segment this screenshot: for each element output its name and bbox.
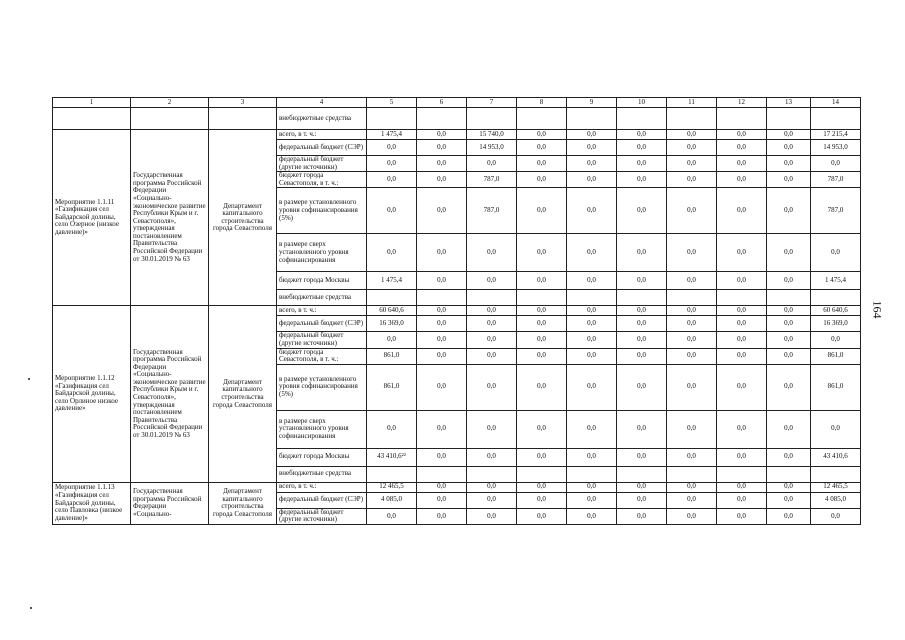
funding-source-cell: федеральный бюджет (СЭР) (277, 492, 367, 508)
amount-cell: 0,0 (417, 492, 467, 508)
amount-cell: 0,0 (467, 316, 517, 332)
funding-source-cell: внебюджетные средства (277, 466, 367, 482)
page-number: 164 (870, 300, 885, 319)
amount-cell: 1 475,4 (367, 130, 417, 140)
amount-cell: 0,0 (717, 448, 767, 466)
column-number-header: 12 (717, 98, 767, 108)
amount-cell: 0,0 (567, 332, 617, 348)
amount-cell: 14 953,0 (467, 140, 517, 156)
amount-cell: 0,0 (811, 410, 861, 448)
amount-cell: 0,0 (617, 332, 667, 348)
amount-cell: 861,0 (811, 348, 861, 364)
amount-cell: 0,0 (767, 364, 811, 410)
column-number-header: 13 (767, 98, 811, 108)
amount-cell: 0,0 (667, 188, 717, 234)
amount-cell: 0,0 (667, 306, 717, 316)
amount-cell: 0,0 (417, 410, 467, 448)
amount-cell: 0,0 (767, 172, 811, 188)
amount-cell: 0,0 (517, 130, 567, 140)
amount-cell: 0,0 (567, 172, 617, 188)
column-number-header: 3 (209, 98, 277, 108)
event-name-cell: Мероприятие 1.1.13 «Газификация сел Байдарской долины, село Павловка (низкое давление)» (53, 482, 131, 524)
empty-cell (417, 108, 467, 130)
amount-cell: 0,0 (617, 316, 667, 332)
amount-cell: 0,0 (517, 448, 567, 466)
amount-cell: 0,0 (417, 272, 467, 290)
amount-cell (667, 466, 717, 482)
amount-cell: 0,0 (717, 492, 767, 508)
amount-cell: 787,0 (811, 172, 861, 188)
funding-source-cell: всего, в т. ч.: (277, 306, 367, 316)
amount-cell: 0,0 (717, 482, 767, 492)
executor-cell: Департамент капитального строительства города Севастополя (209, 482, 277, 524)
amount-cell: 0,0 (717, 316, 767, 332)
amount-cell (617, 290, 667, 306)
funding-source-cell: бюджет города Москвы (277, 448, 367, 466)
amount-cell: 0,0 (567, 156, 617, 172)
amount-cell: 4 085,0 (367, 492, 417, 508)
amount-cell (717, 466, 767, 482)
amount-cell: 0,0 (667, 156, 717, 172)
amount-cell: 0,0 (567, 448, 617, 466)
amount-cell: 0,0 (617, 234, 667, 272)
amount-cell: 0,0 (617, 272, 667, 290)
column-number-header: 6 (417, 98, 467, 108)
amount-cell: 0,0 (767, 492, 811, 508)
event-name-cell: Мероприятие 1.1.11 «Газификация сел Байдарской долины, село Озерное (низкое давление)» (53, 130, 131, 306)
empty-cell (209, 108, 277, 130)
amount-cell: 0,0 (667, 492, 717, 508)
amount-cell: 17 215,4 (811, 130, 861, 140)
amount-cell: 0,0 (717, 348, 767, 364)
empty-cell (517, 108, 567, 130)
amount-cell: 0,0 (517, 140, 567, 156)
amount-cell: 0,0 (717, 140, 767, 156)
funding-source-cell: бюджет города Севастополя, в т. ч.: (277, 348, 367, 364)
amount-cell: 861,0 (811, 364, 861, 410)
amount-cell: 1 475,4 (811, 272, 861, 290)
amount-cell: 0,0 (667, 316, 717, 332)
amount-cell: 4 085,0 (811, 492, 861, 508)
amount-cell: 0,0 (767, 140, 811, 156)
amount-cell (517, 290, 567, 306)
amount-cell: 0,0 (667, 482, 717, 492)
amount-cell: 0,0 (811, 234, 861, 272)
amount-cell: 0,0 (617, 306, 667, 316)
amount-cell: 0,0 (367, 332, 417, 348)
amount-cell (367, 466, 417, 482)
amount-cell (767, 466, 811, 482)
amount-cell: 0,0 (767, 272, 811, 290)
funding-source-cell: внебюджетные средства (277, 108, 367, 130)
amount-cell: 0,0 (767, 508, 811, 524)
table-row (53, 306, 861, 316)
column-number-header: 14 (811, 98, 861, 108)
amount-cell (517, 466, 567, 482)
amount-cell: 0,0 (617, 130, 667, 140)
amount-cell: 0,0 (567, 130, 617, 140)
amount-cell: 0,0 (567, 410, 617, 448)
amount-cell: 0,0 (467, 332, 517, 348)
amount-cell: 0,0 (811, 508, 861, 524)
amount-cell: 0,0 (767, 306, 811, 316)
funding-source-cell: всего, в т. ч.: (277, 130, 367, 140)
empty-cell (811, 108, 861, 130)
column-number-header: 7 (467, 98, 517, 108)
amount-cell: 0,0 (417, 234, 467, 272)
amount-cell: 0,0 (467, 508, 517, 524)
amount-cell: 0,0 (567, 272, 617, 290)
empty-cell (467, 108, 517, 130)
amount-cell: 0,0 (567, 316, 617, 332)
amount-cell: 0,0 (617, 172, 667, 188)
amount-cell: 0,0 (567, 482, 617, 492)
amount-cell: 0,0 (367, 188, 417, 234)
amount-cell: 0,0 (417, 332, 467, 348)
amount-cell: 0,0 (517, 306, 567, 316)
funding-source-cell: федеральный бюджет (СЭР) (277, 140, 367, 156)
amount-cell: 0,0 (567, 306, 617, 316)
program-cell: Государственная программа Российской Федерации «Социально- (131, 482, 209, 524)
amount-cell: 0,0 (767, 316, 811, 332)
amount-cell: 0,0 (567, 234, 617, 272)
amount-cell: 0,0 (467, 348, 517, 364)
amount-cell: 0,0 (717, 130, 767, 140)
column-number-header: 11 (667, 98, 717, 108)
amount-cell: 0,0 (811, 332, 861, 348)
empty-cell (617, 108, 667, 130)
column-number-header: 1 (53, 98, 131, 108)
amount-cell: 0,0 (417, 140, 467, 156)
continuation-row (53, 108, 861, 130)
amount-cell (417, 466, 467, 482)
amount-cell: 0,0 (717, 188, 767, 234)
funding-source-cell: бюджет города Москвы (277, 272, 367, 290)
table-row (53, 482, 861, 492)
amount-cell: 0,0 (717, 172, 767, 188)
amount-cell: 0,0 (717, 272, 767, 290)
amount-cell: 14 953,0 (811, 140, 861, 156)
amount-cell: 0,0 (567, 364, 617, 410)
column-number-header: 4 (277, 98, 367, 108)
amount-cell: 0,0 (717, 156, 767, 172)
amount-cell (667, 290, 717, 306)
amount-cell: 0,0 (767, 448, 811, 466)
amount-cell: 0,0 (517, 234, 567, 272)
amount-cell: 0,0 (717, 410, 767, 448)
amount-cell: 0,0 (417, 156, 467, 172)
amount-cell: 1 475,4 (367, 272, 417, 290)
amount-cell: 0,0 (467, 272, 517, 290)
amount-cell: 16 369,0 (367, 316, 417, 332)
amount-cell: 0,0 (467, 306, 517, 316)
amount-cell: 0,0 (417, 348, 467, 364)
amount-cell: 0,0 (717, 234, 767, 272)
funding-source-cell: федеральный бюджет (СЭР) (277, 316, 367, 332)
column-number-header: 8 (517, 98, 567, 108)
amount-cell: 0,0 (767, 410, 811, 448)
amount-cell (567, 466, 617, 482)
amount-cell: 0,0 (517, 156, 567, 172)
amount-cell: 0,0 (517, 364, 567, 410)
amount-cell: 0,0 (617, 492, 667, 508)
amount-cell: 0,0 (811, 156, 861, 172)
amount-cell: 787,0 (811, 188, 861, 234)
amount-cell: 0,0 (667, 508, 717, 524)
amount-cell: 0,0 (617, 448, 667, 466)
amount-cell: 0,0 (567, 492, 617, 508)
amount-cell: 0,0 (517, 492, 567, 508)
amount-cell: 43 410,6 (811, 448, 861, 466)
amount-cell: 0,0 (617, 156, 667, 172)
amount-cell: 0,0 (417, 508, 467, 524)
amount-cell: 0,0 (417, 172, 467, 188)
scan-speck (30, 607, 32, 609)
amount-cell: 0,0 (517, 172, 567, 188)
amount-cell: 0,0 (767, 130, 811, 140)
column-number-header: 2 (131, 98, 209, 108)
budget-table (52, 97, 861, 525)
event-name-cell: Мероприятие 1.1.12 «Газификация сел Байдарской долины, село Орлиное низкое давление» (53, 306, 131, 482)
amount-cell: 0,0 (567, 140, 617, 156)
amount-cell: 0,0 (367, 156, 417, 172)
amount-cell (567, 290, 617, 306)
column-number-header: 9 (567, 98, 617, 108)
empty-cell (567, 108, 617, 130)
amount-cell: 0,0 (567, 188, 617, 234)
amount-cell: 0,0 (467, 410, 517, 448)
amount-cell: 0,0 (417, 448, 467, 466)
amount-cell: 0,0 (667, 140, 717, 156)
column-number-header: 5 (367, 98, 417, 108)
amount-cell: 12 465,5 (811, 482, 861, 492)
amount-cell: 0,0 (667, 448, 717, 466)
amount-cell (617, 466, 667, 482)
amount-cell: 0,0 (667, 130, 717, 140)
amount-cell (811, 466, 861, 482)
funding-source-cell: внебюджетные средства (277, 290, 367, 306)
amount-cell: 0,0 (767, 482, 811, 492)
amount-cell: 0,0 (517, 316, 567, 332)
amount-cell: 0,0 (667, 234, 717, 272)
table-row (53, 130, 861, 140)
empty-cell (667, 108, 717, 130)
program-cell: Государственная программа Российской Федерации «Социально-экономическое развитие Республики Крым и г. Севастополя», утвержденная постановлением Правительства Российской Федерации от 30.01.2019 № 63 (131, 130, 209, 306)
amount-cell: 0,0 (417, 306, 467, 316)
amount-cell: 0,0 (367, 410, 417, 448)
amount-cell: 0,0 (467, 156, 517, 172)
amount-cell: 0,0 (417, 482, 467, 492)
funding-source-cell: в размере сверх установленного уровня софинансирования (277, 234, 367, 272)
funding-source-cell: в размере установленного уровня софинансирования (5%) (277, 188, 367, 234)
amount-cell: 0,0 (767, 234, 811, 272)
funding-source-cell: в размере установленного уровня софинансирования (5%) (277, 364, 367, 410)
funding-source-cell: федеральный бюджет (другие источники) (277, 508, 367, 524)
amount-cell: 787,0 (467, 172, 517, 188)
amount-cell: 0,0 (717, 364, 767, 410)
budget-table-page (52, 97, 861, 525)
funding-source-cell: федеральный бюджет (другие источники) (277, 332, 367, 348)
empty-cell (131, 108, 209, 130)
empty-cell (717, 108, 767, 130)
empty-cell (767, 108, 811, 130)
program-cell: Государственная программа Российской Федерации «Социально-экономическое развитие Республики Крым и г. Севастополя», утвержденная постановлением Правительства Российской Федерации от 30.01.2019 № 63 (131, 306, 209, 482)
amount-cell: 0,0 (517, 482, 567, 492)
amount-cell: 0,0 (367, 140, 417, 156)
amount-cell: 0,0 (667, 348, 717, 364)
executor-cell: Департамент капитального строительства города Севастополя (209, 306, 277, 482)
amount-cell: 0,0 (617, 348, 667, 364)
empty-cell (53, 108, 131, 130)
amount-cell: 0,0 (467, 482, 517, 492)
amount-cell: 0,0 (517, 348, 567, 364)
amount-cell: 0,0 (617, 508, 667, 524)
amount-cell: 0,0 (767, 156, 811, 172)
amount-cell: 0,0 (717, 508, 767, 524)
amount-cell: 787,0 (467, 188, 517, 234)
amount-cell: 0,0 (417, 130, 467, 140)
amount-cell: 0,0 (517, 188, 567, 234)
amount-cell: 0,0 (367, 508, 417, 524)
header-row (53, 98, 861, 108)
empty-cell (367, 108, 417, 130)
amount-cell: 0,0 (667, 364, 717, 410)
amount-cell: 0,0 (617, 188, 667, 234)
amount-cell: 0,0 (617, 482, 667, 492)
funding-source-cell: бюджет города Севастополя, в т. ч.: (277, 172, 367, 188)
amount-cell: 0,0 (517, 272, 567, 290)
amount-cell: 0,0 (517, 508, 567, 524)
amount-cell: 0,0 (667, 272, 717, 290)
amount-cell: 0,0 (767, 332, 811, 348)
scan-speck (28, 378, 30, 380)
amount-cell: 0,0 (367, 172, 417, 188)
amount-cell: 0,0 (567, 348, 617, 364)
amount-cell: 0,0 (717, 306, 767, 316)
amount-cell: 0,0 (517, 410, 567, 448)
amount-cell: 0,0 (417, 188, 467, 234)
amount-cell (717, 290, 767, 306)
amount-cell: 0,0 (617, 364, 667, 410)
amount-cell (417, 290, 467, 306)
amount-cell: 60 640,6 (811, 306, 861, 316)
amount-cell: 0,0 (417, 364, 467, 410)
amount-cell: 0,0 (567, 508, 617, 524)
amount-cell: 0,0 (467, 364, 517, 410)
amount-cell: 0,0 (617, 410, 667, 448)
amount-cell: 0,0 (617, 140, 667, 156)
amount-cell: 861,0 (367, 348, 417, 364)
amount-cell (811, 290, 861, 306)
amount-cell: 0,0 (467, 492, 517, 508)
amount-cell: 0,0 (667, 172, 717, 188)
amount-cell: 60 640,6 (367, 306, 417, 316)
amount-cell (367, 290, 417, 306)
funding-source-cell: федеральный бюджет (другие источники) (277, 156, 367, 172)
amount-cell: 0,0 (767, 348, 811, 364)
amount-cell (767, 290, 811, 306)
amount-cell: 0,0 (417, 316, 467, 332)
funding-source-cell: всего, в т. ч.: (277, 482, 367, 492)
column-number-header: 10 (617, 98, 667, 108)
amount-cell: 16 369,0 (811, 316, 861, 332)
amount-cell: 0,0 (767, 188, 811, 234)
amount-cell: 0,0 (667, 410, 717, 448)
amount-cell: 0,0 (667, 332, 717, 348)
funding-source-cell: в размере сверх установленного уровня софинансирования (277, 410, 367, 448)
amount-cell: 861,0 (367, 364, 417, 410)
amount-cell: 0,0 (367, 234, 417, 272)
amount-cell: 0,0 (467, 448, 517, 466)
amount-cell: 15 740,0 (467, 130, 517, 140)
amount-cell (467, 290, 517, 306)
executor-cell: Департамент капитального строительства города Севастополя (209, 130, 277, 306)
amount-cell (467, 466, 517, 482)
amount-cell: 0,0 (517, 332, 567, 348)
amount-cell: 43 410,6²² (367, 448, 417, 466)
amount-cell: 0,0 (467, 234, 517, 272)
amount-cell: 0,0 (717, 332, 767, 348)
amount-cell: 12 465,5 (367, 482, 417, 492)
